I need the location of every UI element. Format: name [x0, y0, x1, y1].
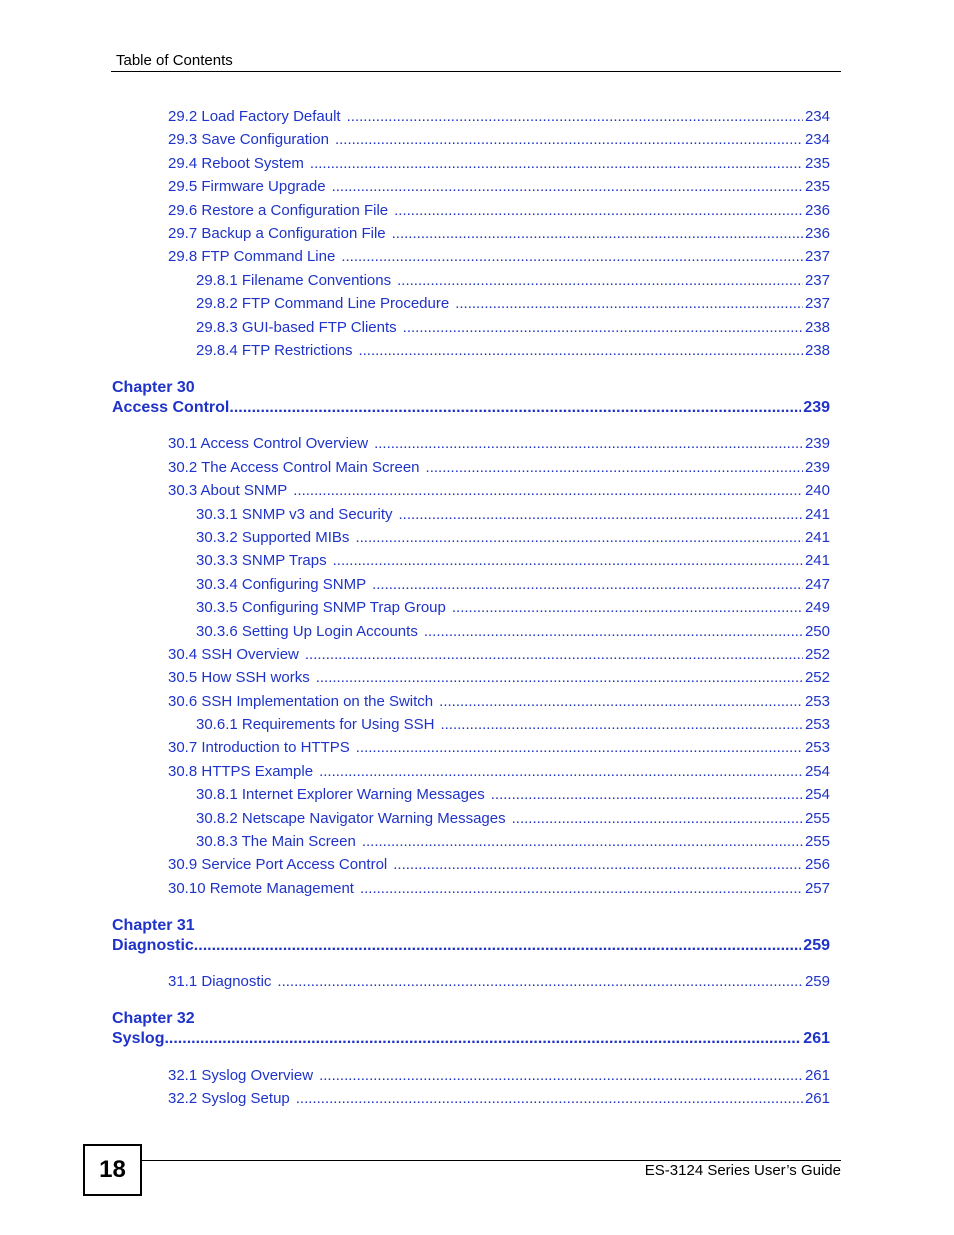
toc-entry-title: 30.3.2 Supported MIBs [196, 529, 350, 546]
toc-entry-page-number: 253 [804, 739, 830, 756]
toc-entry-title: 31.1 Diagnostic [168, 973, 272, 990]
dot-leader [399, 506, 803, 523]
toc-entry-title: 30.8.1 Internet Explorer Warning Messages [196, 786, 485, 803]
toc-entry-title: 30.8 HTTPS Example [168, 763, 314, 780]
dot-leader [362, 833, 803, 850]
toc-entry-link[interactable] [168, 131, 830, 148]
toc-entry-link[interactable] [168, 1067, 830, 1084]
toc-entry-title: 30.9 Service Port Access Control [168, 856, 388, 873]
dot-leader [296, 1090, 803, 1107]
dot-leader [512, 810, 803, 827]
dot-leader [310, 155, 803, 172]
toc-entry-title: 30.6 SSH Implementation on the Switch [168, 693, 434, 710]
toc-entry-link[interactable] [168, 435, 830, 452]
chapter-title: Diagnostic [112, 937, 194, 954]
toc-entry-link[interactable] [168, 482, 830, 499]
dot-leader [356, 739, 803, 756]
toc-entry-page-number: 237 [804, 295, 830, 312]
toc-entry-title: 32.1 Syslog Overview [168, 1067, 314, 1084]
dot-leader [319, 763, 803, 780]
toc-entry-title: 29.8 FTP Command Line [168, 248, 336, 265]
toc-entry-link[interactable] [196, 295, 830, 312]
toc-entry-page-number: 249 [804, 599, 830, 616]
toc-entry-page-number: 255 [804, 810, 830, 827]
chapter-link[interactable] [112, 937, 830, 955]
toc-entry-title: 29.8.3 GUI-based FTP Clients [196, 319, 397, 336]
dot-leader [332, 178, 803, 195]
toc-entry-page-number: 256 [804, 856, 830, 873]
toc-entry-title: 30.3.5 Configuring SNMP Trap Group [196, 599, 446, 616]
dot-leader [355, 529, 803, 546]
dot-leader [403, 319, 803, 336]
chapter-title: Syslog [112, 1030, 165, 1047]
toc-entry-page-number: 239 [804, 435, 830, 452]
toc-entry-link[interactable] [168, 1090, 830, 1107]
chapter-page-number: 259 [803, 937, 830, 954]
toc-entry-link[interactable] [168, 202, 830, 219]
dot-leader [319, 1067, 803, 1084]
toc-entry-page-number: 238 [804, 342, 830, 359]
toc-entry-page-number: 241 [804, 506, 830, 523]
dot-leader [164, 1030, 801, 1048]
toc-entry-title: 30.2 The Access Control Main Screen [168, 459, 420, 476]
toc-entry-page-number: 259 [804, 973, 830, 990]
toc-entry-page-number: 253 [804, 716, 830, 733]
dot-leader [358, 342, 803, 359]
toc-entry-page-number: 235 [804, 178, 830, 195]
toc-entry-link[interactable] [168, 178, 830, 195]
toc-entry-link[interactable] [168, 108, 830, 125]
toc-entry-page-number: 254 [804, 763, 830, 780]
toc-entry-title: 29.6 Restore a Configuration File [168, 202, 389, 219]
footer-guide-title: ES-3124 Series User’s Guide [644, 1162, 841, 1179]
chapter-link[interactable] [112, 1030, 830, 1048]
dot-leader [455, 295, 803, 312]
toc-entry-title: 30.4 SSH Overview [168, 646, 299, 663]
toc-entry-title: 32.2 Syslog Setup [168, 1090, 290, 1107]
toc-entry-page-number: 252 [804, 646, 830, 663]
dot-leader [305, 646, 803, 663]
chapter-page-number: 239 [803, 399, 830, 416]
toc-entry-link[interactable] [168, 646, 830, 663]
toc-entry-link[interactable] [168, 225, 830, 242]
toc-entry-link[interactable] [196, 716, 830, 733]
toc-entry-page-number: 247 [804, 576, 830, 593]
toc-entry-page-number: 238 [804, 319, 830, 336]
toc-entry-title: 29.8.4 FTP Restrictions [196, 342, 353, 359]
chapter-label[interactable]: Chapter 30 [112, 379, 195, 396]
toc-entry-page-number: 253 [804, 693, 830, 710]
toc-entry-page-number: 241 [804, 529, 830, 546]
toc-entry-page-number: 241 [804, 552, 830, 569]
toc-entry-page-number: 254 [804, 786, 830, 803]
toc-entry-title: 30.3.1 SNMP v3 and Security [196, 506, 393, 523]
toc-entry-page-number: 250 [804, 623, 830, 640]
toc-entry-link[interactable] [196, 272, 830, 289]
toc-entry-link[interactable] [168, 669, 830, 686]
toc-entry-title: 30.3.3 SNMP Traps [196, 552, 327, 569]
dot-leader [335, 131, 803, 148]
toc-entry-page-number: 252 [804, 669, 830, 686]
toc-entry-link[interactable] [196, 552, 830, 569]
running-header: Table of Contents [116, 52, 233, 69]
dot-leader [424, 623, 803, 640]
toc-entry-page-number: 237 [804, 272, 830, 289]
toc-entry-link[interactable] [168, 155, 830, 172]
toc-entry-title: 29.4 Reboot System [168, 155, 304, 172]
dot-leader [393, 856, 803, 873]
toc-entry-page-number: 257 [804, 880, 830, 897]
dot-leader [333, 552, 803, 569]
dot-leader [426, 459, 803, 476]
toc-entry-title: 30.3.4 Configuring SNMP [196, 576, 367, 593]
toc-entry-link[interactable] [168, 880, 830, 897]
toc-entry-page-number: 240 [804, 482, 830, 499]
toc-entry-title: 29.5 Firmware Upgrade [168, 178, 326, 195]
dot-leader [316, 669, 803, 686]
toc-entry-title: 30.3.6 Setting Up Login Accounts [196, 623, 418, 640]
dot-leader [491, 786, 803, 803]
toc-entry-title: 29.2 Load Factory Default [168, 108, 341, 125]
dot-leader [347, 108, 803, 125]
toc-entry-link[interactable] [196, 529, 830, 546]
toc-entry-link[interactable] [196, 786, 830, 803]
toc-entry-page-number: 234 [804, 131, 830, 148]
toc-entry-title: 29.8.2 FTP Command Line Procedure [196, 295, 450, 312]
dot-leader [440, 716, 803, 733]
chapter-label[interactable]: Chapter 31 [112, 917, 195, 934]
toc-entry-link[interactable] [196, 623, 830, 640]
toc-entry-title: 29.7 Backup a Configuration File [168, 225, 386, 242]
toc-entry-link[interactable] [196, 833, 830, 850]
dot-leader [392, 225, 803, 242]
chapter-link[interactable] [112, 399, 830, 417]
page-number: 18 [83, 1144, 142, 1196]
toc-entry-title: 30.1 Access Control Overview [168, 435, 369, 452]
toc-entry-page-number: 261 [804, 1090, 830, 1107]
toc-entry-link[interactable] [196, 319, 830, 336]
dot-leader [452, 599, 803, 616]
toc-entry-page-number: 237 [804, 248, 830, 265]
toc-entry-link[interactable] [168, 739, 830, 756]
dot-leader [277, 973, 803, 990]
toc-entry-page-number: 255 [804, 833, 830, 850]
chapter-label[interactable]: Chapter 32 [112, 1010, 195, 1027]
toc-entry-link[interactable] [196, 599, 830, 616]
chapter-page-number: 261 [803, 1030, 830, 1047]
toc-entry-page-number: 236 [804, 225, 830, 242]
toc-entry-title: 29.3 Save Configuration [168, 131, 329, 148]
toc-entry-page-number: 239 [804, 459, 830, 476]
toc-entry-title: 30.5 How SSH works [168, 669, 310, 686]
toc-entry-link[interactable] [196, 810, 830, 827]
toc-entry-link[interactable] [168, 763, 830, 780]
dot-leader [372, 576, 803, 593]
toc-entry-page-number: 261 [804, 1067, 830, 1084]
dot-leader [229, 399, 801, 417]
toc-entry-link[interactable] [168, 693, 830, 710]
dot-leader [394, 202, 803, 219]
toc-entry-title: 30.6.1 Requirements for Using SSH [196, 716, 435, 733]
toc-entry-link[interactable] [196, 576, 830, 593]
toc-entry-page-number: 234 [804, 108, 830, 125]
chapter-title: Access Control [112, 399, 230, 416]
toc-entry-link[interactable] [168, 973, 830, 990]
dot-leader [397, 272, 803, 289]
toc-entry-page-number: 236 [804, 202, 830, 219]
toc-entry-link[interactable] [168, 856, 830, 873]
dot-leader [439, 693, 803, 710]
toc-entry-link[interactable] [168, 459, 830, 476]
toc-entry-title: 30.7 Introduction to HTTPS [168, 739, 350, 756]
footer-divider [140, 1160, 841, 1161]
dot-leader [374, 435, 803, 452]
dot-leader [293, 482, 803, 499]
toc-entry-title: 30.10 Remote Management [168, 880, 354, 897]
toc-entry-title: 30.8.3 The Main Screen [196, 833, 356, 850]
dot-leader [360, 880, 803, 897]
toc-entry-link[interactable] [196, 506, 830, 523]
toc-entry-title: 29.8.1 Filename Conventions [196, 272, 392, 289]
dot-leader [341, 248, 803, 265]
toc-entry-page-number: 235 [804, 155, 830, 172]
dot-leader [194, 937, 802, 955]
toc-entry-title: 30.8.2 Netscape Navigator Warning Messages [196, 810, 506, 827]
toc-entry-link[interactable] [168, 248, 830, 265]
toc-entry-link[interactable] [196, 342, 830, 359]
toc-entry-title: 30.3 About SNMP [168, 482, 288, 499]
